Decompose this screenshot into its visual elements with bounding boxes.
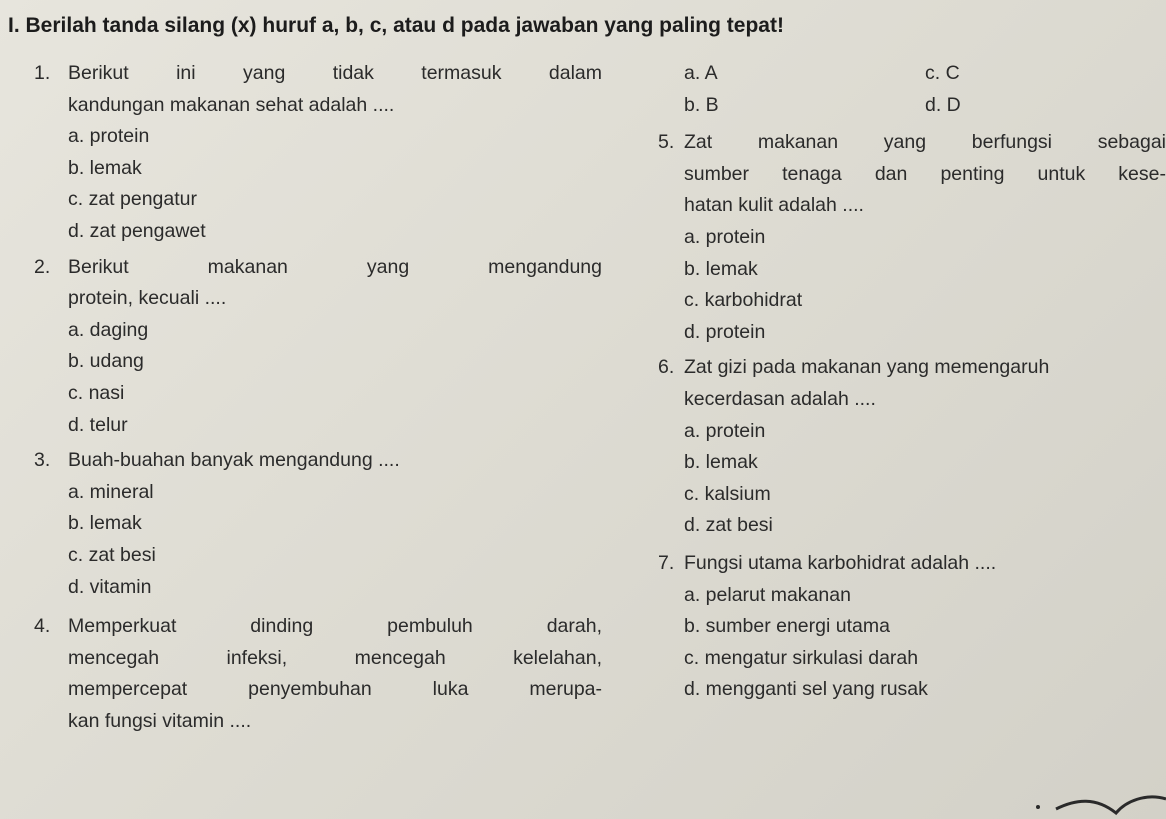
stem-line: Zat makanan yang berfungsi sebagai xyxy=(684,131,1166,154)
option-a[interactable]: a. protein xyxy=(68,125,150,148)
option-b[interactable]: b. udang xyxy=(68,350,144,373)
option-list xyxy=(684,416,1166,542)
option-b[interactable]: b. lemak xyxy=(684,451,758,474)
option-c[interactable]: c. zat pengatur xyxy=(68,188,197,211)
question-number: 2. xyxy=(34,255,51,278)
option-list xyxy=(68,121,634,247)
option-d[interactable]: d. zat pengawet xyxy=(68,219,206,242)
question-1 xyxy=(34,58,634,248)
question-6 xyxy=(650,352,1166,542)
question-number: 7. xyxy=(658,551,675,574)
question-3 xyxy=(34,445,634,603)
option-d[interactable]: d. mengganti sel yang rusak xyxy=(684,678,928,701)
option-row xyxy=(684,58,1166,90)
question-5 xyxy=(650,127,1166,348)
option-b[interactable]: b. B xyxy=(684,93,719,116)
option-c[interactable]: c. nasi xyxy=(68,381,125,404)
question-number: 5. xyxy=(658,131,675,154)
option-d[interactable]: d. protein xyxy=(684,320,766,343)
stem-line: mencegah infeksi, mencegah kelelahan, xyxy=(68,646,602,669)
question-stem xyxy=(684,352,1166,415)
option-list xyxy=(684,580,1166,706)
option-a[interactable]: a. protein xyxy=(684,225,766,248)
option-d[interactable]: d. D xyxy=(925,93,961,116)
section-heading: I. Berilah tanda silang (x) huruf a, b, c, atau d pada jawaban yang paling tepat! xyxy=(8,14,784,37)
stem-line: sumber tenaga dan penting untuk kese- xyxy=(684,162,1166,185)
stem-line: mempercepat penyembuhan luka merupa- xyxy=(68,678,602,701)
question-number: 1. xyxy=(34,62,51,84)
question-number: 6. xyxy=(658,356,675,379)
option-b[interactable]: b. sumber energi utama xyxy=(684,615,890,638)
option-c[interactable]: c. zat besi xyxy=(68,543,156,566)
left-column xyxy=(34,58,634,737)
question-7 xyxy=(650,548,1166,706)
question-number: 3. xyxy=(34,449,51,472)
question-stem xyxy=(68,445,634,477)
stem-line: hatan kulit adalah .... xyxy=(684,194,864,217)
pen-mark-decoration xyxy=(1026,779,1166,819)
question-4 xyxy=(34,611,634,737)
stem-line: Berikut ini yang tidak termasuk dalam xyxy=(68,62,602,84)
option-row xyxy=(684,90,1166,122)
stem-line: kandungan makanan sehat adalah .... xyxy=(68,93,395,116)
option-d[interactable]: d. zat besi xyxy=(684,514,773,537)
option-list xyxy=(684,222,1166,348)
option-a[interactable]: a. A xyxy=(684,62,718,84)
option-d[interactable]: d. telur xyxy=(68,413,128,436)
stem-line: Zat gizi pada makanan yang memengaruh xyxy=(684,356,1050,379)
option-b[interactable]: b. lemak xyxy=(684,257,758,280)
question-number: 4. xyxy=(34,615,51,638)
option-list xyxy=(68,477,634,603)
option-c[interactable]: c. mengatur sirkulasi darah xyxy=(684,646,919,669)
question-stem xyxy=(68,252,634,315)
option-a[interactable]: a. mineral xyxy=(68,480,154,503)
option-b[interactable]: b. lemak xyxy=(68,512,142,535)
option-a[interactable]: a. protein xyxy=(684,419,766,442)
previous-question-options xyxy=(684,58,1166,121)
option-c[interactable]: c. C xyxy=(925,62,960,84)
question-stem xyxy=(68,58,634,121)
option-c[interactable]: c. karbohidrat xyxy=(684,289,803,312)
question-stem xyxy=(684,127,1166,222)
stem-line: Berikut makanan yang mengandung xyxy=(68,255,602,278)
stem-line: kecerdasan adalah .... xyxy=(684,387,876,410)
option-a[interactable]: a. pelarut makanan xyxy=(684,583,851,606)
stem-line: Fungsi utama karbohidrat adalah .... xyxy=(684,551,997,574)
option-b[interactable]: b. lemak xyxy=(68,156,142,179)
stem-line: protein, kecuali .... xyxy=(68,287,227,310)
option-a[interactable]: a. daging xyxy=(68,318,149,341)
stem-line: kan fungsi vitamin .... xyxy=(68,709,252,732)
stem-line: Memperkuat dinding pembuluh darah, xyxy=(68,615,602,638)
option-list xyxy=(68,315,634,441)
option-c[interactable]: c. kalsium xyxy=(684,482,771,505)
option-d[interactable]: d. vitamin xyxy=(68,575,152,598)
question-2 xyxy=(34,252,634,442)
question-stem xyxy=(684,548,1166,580)
question-stem xyxy=(68,611,634,737)
stem-line: Buah-buahan banyak mengandung .... xyxy=(68,449,400,472)
right-column xyxy=(650,58,1166,706)
